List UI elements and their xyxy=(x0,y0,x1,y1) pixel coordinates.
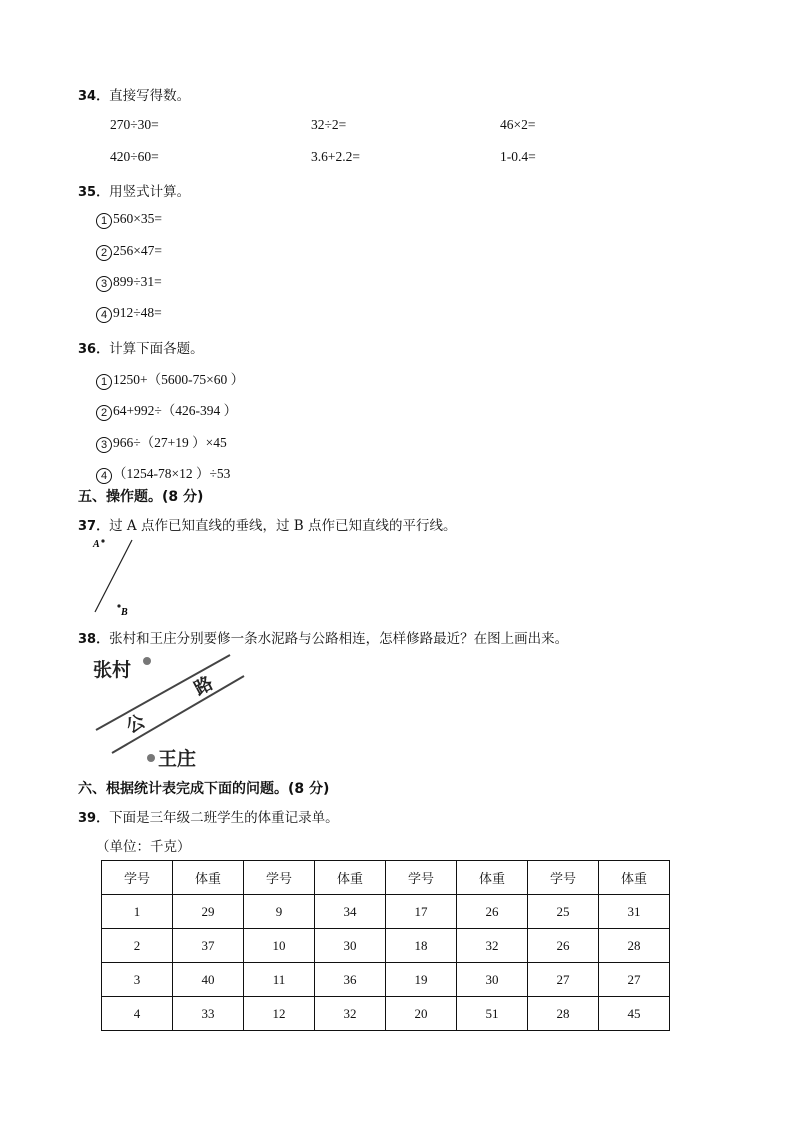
expression: 64+992÷（426-394 ） xyxy=(113,403,238,418)
table-cell: 19 xyxy=(386,963,457,997)
table-cell: 45 xyxy=(599,997,670,1031)
header-cell: 体重 xyxy=(457,861,528,895)
circled-number: 4 xyxy=(96,307,112,323)
table-cell: 30 xyxy=(457,963,528,997)
table-cell: 20 xyxy=(386,997,457,1031)
question-number: 36 xyxy=(78,342,97,357)
point-a-dot xyxy=(101,539,104,542)
expression: （1254-78×12 ）÷53 xyxy=(113,466,231,481)
header-cell: 体重 xyxy=(173,861,244,895)
question-title: 直接写得数。 xyxy=(109,88,191,104)
table-cell: 18 xyxy=(386,929,457,963)
oral-calc-item: 46×2= xyxy=(500,117,536,132)
table-cell: 40 xyxy=(173,963,244,997)
circled-number: 3 xyxy=(96,276,112,292)
header-cell: 体重 xyxy=(599,861,670,895)
table-row xyxy=(102,929,670,963)
point-a-label: A xyxy=(93,539,100,550)
road-char-lu: 路 xyxy=(190,672,217,700)
table-cell: 31 xyxy=(599,895,670,929)
zhangcun-dot xyxy=(143,657,151,665)
table-header-row xyxy=(102,861,670,895)
header-cell: 体重 xyxy=(315,861,386,895)
table-row xyxy=(102,963,670,997)
question-39: 39．下面是三年级二班学生的体重记录单。 xyxy=(78,810,339,826)
table-cell: 11 xyxy=(244,963,315,997)
table-cell: 3 xyxy=(102,963,173,997)
table-cell: 9 xyxy=(244,895,315,929)
oral-calc-item: 1-0.4= xyxy=(500,149,536,164)
village-wangzhuang-label: 王庄 xyxy=(158,748,197,770)
oral-calc-item: 270÷30= xyxy=(110,117,159,132)
question-title: 过 A 点作已知直线的垂线，过 B 点作已知直线的平行线。 xyxy=(109,518,457,534)
circled-number: 1 xyxy=(96,213,112,229)
table-cell: 10 xyxy=(244,929,315,963)
vertical-calc-item xyxy=(96,305,162,323)
table-cell: 1 xyxy=(102,895,173,929)
question-36: 36．计算下面各题。 xyxy=(78,341,204,357)
oral-calc-item: 420÷60= xyxy=(110,149,159,164)
village-zhangcun-label: 张村 xyxy=(93,659,132,681)
question-38: 38．张村和王庄分别要修一条水泥路与公路相连，怎样修路最近？在图上画出来。 xyxy=(78,631,569,647)
header-cell: 学号 xyxy=(102,861,173,895)
table-unit: （单位：千克） xyxy=(96,839,191,855)
table-cell: 34 xyxy=(315,895,386,929)
table-cell: 33 xyxy=(173,997,244,1031)
mixed-calc-item xyxy=(96,368,244,390)
question-title: 张村和王庄分别要修一条水泥路与公路相连，怎样修路最近？在图上画出来。 xyxy=(109,631,569,647)
expression: 560×35= xyxy=(113,211,162,226)
question-number: 38 xyxy=(78,632,97,647)
mixed-calc-item xyxy=(96,399,237,421)
question-number: 34 xyxy=(78,89,97,104)
table-cell: 28 xyxy=(528,997,599,1031)
expression: 912÷48= xyxy=(113,305,162,320)
table-cell: 29 xyxy=(173,895,244,929)
given-line xyxy=(95,540,132,612)
vertical-calc-item xyxy=(96,243,162,261)
table-row xyxy=(102,895,670,929)
road-char-gong: 公 xyxy=(122,710,149,738)
table-cell: 25 xyxy=(528,895,599,929)
question-37: 37．过 A 点作已知直线的垂线，过 B 点作已知直线的平行线。 xyxy=(78,518,457,534)
question-number: 39 xyxy=(78,811,97,826)
mixed-calc-item xyxy=(96,462,230,484)
table-cell: 27 xyxy=(528,963,599,997)
expression: 966÷（27+19 ）×45 xyxy=(113,435,227,450)
vertical-calc-item xyxy=(96,274,162,292)
circled-number: 2 xyxy=(96,245,112,261)
expression: 1250+（5600-75×60 ） xyxy=(113,372,245,387)
table-cell: 30 xyxy=(315,929,386,963)
table-cell: 36 xyxy=(315,963,386,997)
table-cell: 27 xyxy=(599,963,670,997)
wangzhuang-dot xyxy=(147,754,155,762)
table-cell: 51 xyxy=(457,997,528,1031)
oral-calc-item: 32÷2= xyxy=(311,117,347,132)
table-cell: 26 xyxy=(457,895,528,929)
table-cell: 37 xyxy=(173,929,244,963)
question-number: 35 xyxy=(78,185,97,200)
circled-number: 2 xyxy=(96,405,112,421)
table-cell: 32 xyxy=(457,929,528,963)
question-title: 下面是三年级二班学生的体重记录单。 xyxy=(109,810,339,826)
header-cell: 学号 xyxy=(528,861,599,895)
table-cell: 4 xyxy=(102,997,173,1031)
table-cell: 12 xyxy=(244,997,315,1031)
road-figure xyxy=(88,650,258,772)
line-figure xyxy=(86,534,146,618)
expression: 899÷31= xyxy=(113,274,162,289)
section-heading-6: 六、根据统计表完成下面的问题。(8 分) xyxy=(78,781,330,797)
expression: 256×47= xyxy=(113,243,162,258)
mixed-calc-item xyxy=(96,431,227,453)
header-cell: 学号 xyxy=(244,861,315,895)
vertical-calc-item xyxy=(96,211,162,229)
circled-number: 3 xyxy=(96,437,112,453)
table-cell: 17 xyxy=(386,895,457,929)
table-row xyxy=(102,997,670,1031)
oral-calc-item: 3.6+2.2= xyxy=(311,149,360,164)
weight-table xyxy=(101,860,670,1031)
question-title: 计算下面各题。 xyxy=(109,341,204,357)
header-cell: 学号 xyxy=(386,861,457,895)
question-title: 用竖式计算。 xyxy=(109,184,191,200)
question-number: 37 xyxy=(78,519,97,534)
question-35: 35．用竖式计算。 xyxy=(78,184,191,200)
table-cell: 26 xyxy=(528,929,599,963)
circled-number: 1 xyxy=(96,374,112,390)
table-cell: 32 xyxy=(315,997,386,1031)
point-b-label: B xyxy=(121,607,128,618)
table-cell: 28 xyxy=(599,929,670,963)
circled-number: 4 xyxy=(96,468,112,484)
question-34: 34．直接写得数。 xyxy=(78,88,191,104)
table-cell: 2 xyxy=(102,929,173,963)
section-heading-5: 五、操作题。(8 分) xyxy=(78,489,204,505)
